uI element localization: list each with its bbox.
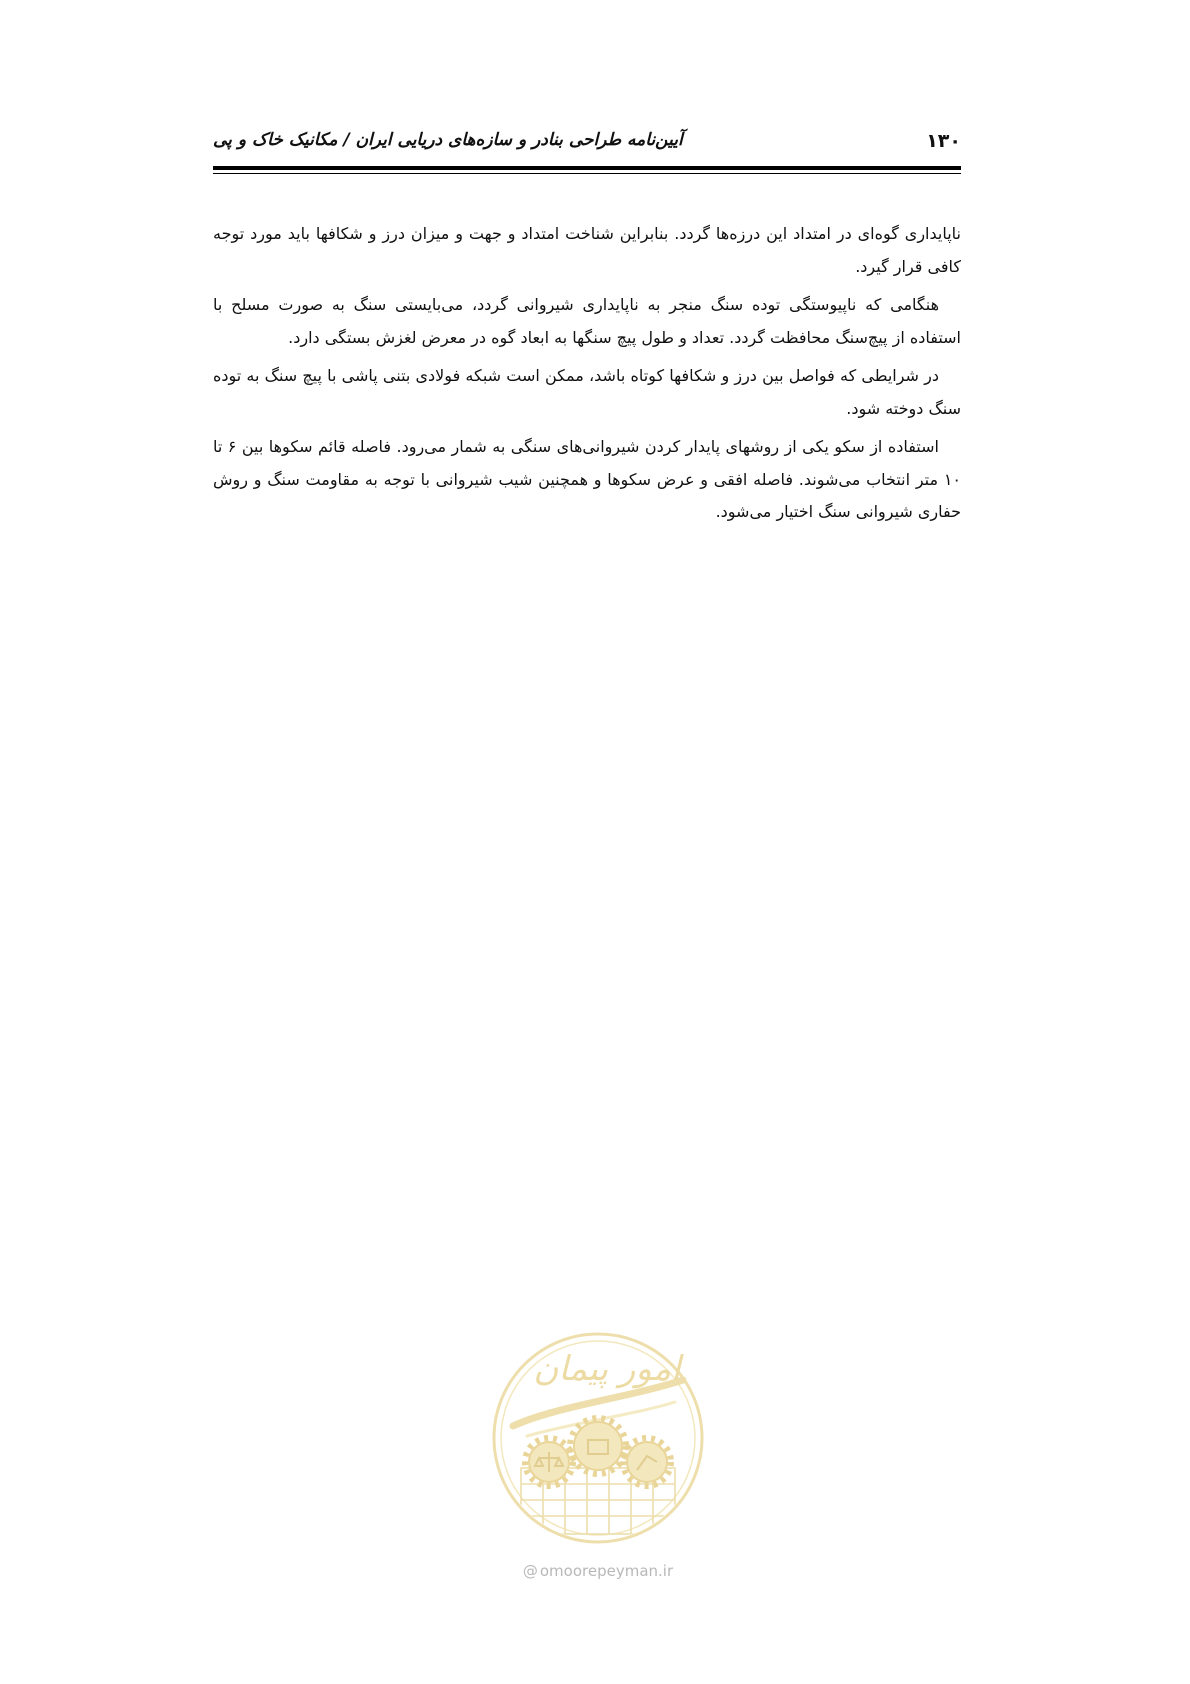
running-title: آیین‌نامه طراحی بنادر و سازه‌های دریایی ایران / مکانیک خاک و پی xyxy=(213,130,683,150)
watermark-url xyxy=(487,1562,709,1580)
paragraph-3: در شرایطی که فواصل بین درز و شکافها کوتاه باشد، ممکن است شبکه فولادی بتنی پاشی با پیچ سنگ به توده سنگ دوخته شود. xyxy=(213,366,961,418)
header-rule-thick xyxy=(213,166,961,170)
watermark-logo xyxy=(487,1318,709,1556)
at-sign-icon: @ xyxy=(522,1562,538,1580)
paragraph-2: هنگامی که ناپیوستگی توده سنگ منجر به ناپایداری شیروانی گردد، می‌بایستی سنگ به صورت مسلح با استفاده از پیچ‌سنگ محافظت گردد. تعداد و طول پیچ سنگها به ابعاد گوه در معرض لغزش بستگی دارد. xyxy=(213,295,961,347)
paragraph-4: استفاده از سکو یکی از روشهای پایدار کردن شیروانی‌های سنگی به شمار می‌رود. فاصله قائم سکوها بین ۶ تا ۱۰ متر انتخاب می‌شوند. فاصله افقی و عرض سکوها و همچنین شیب شیروانی با توجه به مقاومت سنگ و روش حفاری شیروانی سنگ اختیار می‌شود. xyxy=(213,437,961,521)
paragraph-1: ناپایداری گوه‌ای در امتداد این درزه‌ها گردد. بنابراین شناخت امتداد و جهت و میزان درز و شکافها باید مورد توجه کافی قرار گیرد. xyxy=(213,224,961,276)
running-header xyxy=(213,128,961,162)
watermark-logo-text: امور پیمان xyxy=(533,1349,681,1389)
page-number: ۱۳۰ xyxy=(926,130,961,152)
watermark-url-text: omoorepeyman.ir xyxy=(539,1562,674,1580)
header-rule-thin xyxy=(213,173,961,174)
body-text xyxy=(213,218,961,535)
watermark-seal-icon xyxy=(487,1318,709,1556)
